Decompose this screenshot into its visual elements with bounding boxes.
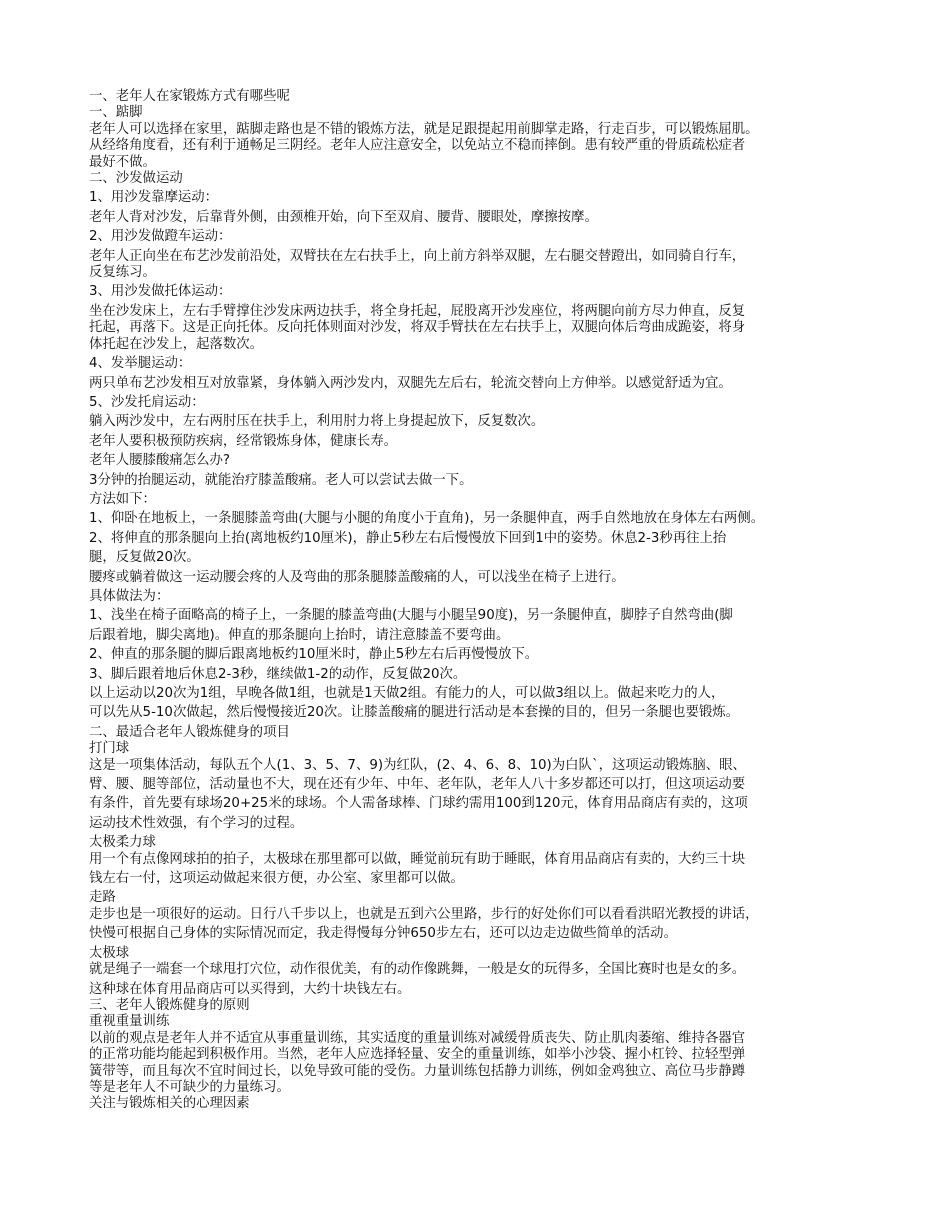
paragraph-line: 就是绳子一端套一个球甩打穴位，动作很优美，有的动作像跳舞，一般是女的玩得多，全国比赛时也是女的多。: [89, 962, 746, 978]
paragraph-line: 1、仰卧在地板上，一条腿膝盖弯曲(大腿与小腿的角度小于直角)，另一条腿伸直，两手自然地放在身体左右两侧。: [89, 511, 765, 527]
subheading: 3、用沙发做托体运动：: [89, 284, 232, 300]
paragraph-line: 2、将伸直的那条腿向上抬(离地板约10厘米)，静止5秒左右后慢慢放下回到1中的姿势。休息2-3秒再往上抬: [89, 530, 727, 546]
paragraph-line: 躺入两沙发中，左右两肘压在扶手上，利用肘力将上身提起放下，反复数次。: [89, 414, 545, 430]
section-heading: 一、老年人在家锻炼方式有哪些呢: [89, 89, 290, 104]
subheading: 老年人腰膝酸痛怎么办?: [89, 453, 231, 469]
paragraph-line: 快慢可根据自己身体的实际情况而定，我走得慢每分钟650步左右，还可以边走边做些简单的活动。: [89, 926, 677, 942]
paragraph-line: 这是一项集体活动，每队五个人(1、3、5、7、9)为红队，(2、4、6、8、10)为白队`，这项运动锻炼脑、眼、: [89, 757, 746, 773]
paragraph-line: 两只单布艺沙发相互对放靠紧，身体躺入两沙发内，双腿先左后右，轮流交替向上方伸举。以感觉舒适为宜。: [89, 375, 732, 391]
section-heading: 二、最适合老年人锻炼健身的项目: [89, 724, 290, 740]
document-body: [89, 89, 881, 1113]
subheading: 太极球: [89, 945, 130, 961]
paragraph-line: 臂、腰、腿等部位，活动量也不大，现在还有少年、中年、老年队，老年人八十多岁都还可以打，但这项运动要: [89, 777, 746, 793]
paragraph-line: 2、伸直的那条腿的脚后跟离地板约10厘米时，静止5秒左右后再慢慢放下。: [89, 647, 539, 663]
paragraph-line: 以前的观点是老年人并不适宜从事重量训练，其实适度的重量训练对减缓骨质丧失、防止肌肉萎缩、维持各器官: [89, 1030, 746, 1046]
paragraph-line: 腿，反复做20次。: [89, 550, 200, 566]
paragraph-line: 可以先从5-10次做起，然后慢慢接近20次。让膝盖酸痛的腿进行活动是本套操的目的，但另一条腿也要锻炼。: [89, 705, 740, 721]
subheading: 走路: [89, 890, 116, 906]
paragraph-line: 腰疼或躺着做这一运动腰会疼的人及弯曲的那条腿膝盖酸痛的人，可以浅坐在椅子上进行。: [89, 569, 625, 585]
paragraph-line: 3、脚后跟着地后休息2-3秒，继续做1-2的动作，反复做20次。: [89, 666, 467, 682]
paragraph-line: 托起，再落下。这是正向托体。反向托体则面对沙发，将双手臂扶在左右扶手上，双腿向体后弯曲成跪姿，将身: [89, 320, 746, 336]
paragraph-line: 后跟着地，脚尖离地)。伸直的那条腿向上抬时，请注意膝盖不要弯曲。: [89, 627, 510, 643]
paragraph-line: 从经络角度看，还有利于通畅足三阴经。老年人应注意安全，以免站立不稳而摔倒。患有较严重的骨质疏松症者: [89, 138, 746, 154]
paragraph-line: 钱左右一付，这项运动做起来很方便，办公室、家里都可以做。: [89, 871, 464, 887]
paragraph-line: 有条件，首先要有球场20+25米的球场。个人需备球棒、门球约需用100到120元，体育用品商店有卖的，这项: [89, 796, 748, 812]
subheading: 重视重量训练: [89, 1014, 170, 1030]
paragraph-line: 坐在沙发床上，左右手臂撑住沙发床两边扶手，将全身托起，屁股离开沙发座位，将两腿向前方尽力伸直，反复: [89, 303, 746, 319]
paragraph-line: 簧带等，而且每次不宜时间过长，以免导致可能的受伤。力量训练包括静力训练，例如金鸡独立、高位马步静蹲: [89, 1063, 746, 1079]
paragraph-line: 最好不做。: [89, 154, 156, 170]
paragraph-line: 以上运动以20次为1组，早晚各做1组，也就是1天做2组。有能力的人，可以做3组以上。做起来吃力的人，: [89, 686, 725, 701]
section-heading: 三、老年人锻炼健身的原则: [89, 997, 250, 1013]
paragraph-line: 走步也是一项很好的运动。日行八千步以上，也就是五到六公里路，步行的好处你们可以看看洪昭光教授的讲话，: [89, 906, 759, 922]
subheading: 关注与锻炼相关的心理因素: [89, 1096, 250, 1112]
paragraph-line: 的正常功能均能起到积极作用。当然，老年人应选择轻量、安全的重量训练，如举小沙袋、握小杠铃、拉轻型弹: [89, 1047, 746, 1063]
subheading: 4、发举腿运动：: [89, 356, 192, 372]
subheading: 打门球: [89, 741, 130, 757]
subheading: 一、踮脚: [89, 105, 143, 121]
paragraph-line: 3分钟的抬腿运动，就能治疗膝盖酸痛。老人可以尝试去做一下。: [89, 472, 473, 488]
paragraph-line: 老年人正向坐在布艺沙发前沿处，双臂扶在左右扶手上，向上前方斜举双腿，左右腿交替蹬出，如同骑自行车，: [89, 248, 746, 264]
subheading: 5、沙发托肩运动：: [89, 394, 205, 410]
paragraph-line: 老年人背对沙发，后靠背外侧，由颈椎开始，向下至双肩、腰背、腰眼处，摩擦按摩。: [89, 209, 598, 225]
subheading: 具体做法为：: [89, 588, 170, 604]
paragraph-line: 反复练习。: [89, 265, 156, 281]
subheading: 2、用沙发做蹬车运动：: [89, 229, 232, 245]
paragraph-line: 老年人可以选择在家里，踮脚走路也是不错的锻炼方法，就是足跟提起用前脚掌走路，行走百步，可以锻炼屈肌。: [89, 121, 759, 137]
paragraph-line: 1、浅坐在椅子面略高的椅子上，一条腿的膝盖弯曲(大腿与小腿呈90度)，另一条腿伸直，脚脖子自然弯曲(脚: [89, 608, 733, 624]
subheading: 二、沙发做运动: [89, 171, 183, 187]
paragraph-line: 这种球在体育用品商店可以买得到，大约十块钱左右。: [89, 981, 411, 997]
subheading: 1、用沙发靠摩运动：: [89, 190, 219, 206]
subheading: 方法如下：: [89, 491, 156, 507]
paragraph-line: 用一个有点像网球拍的拍子，太极球在那里都可以做，睡觉前玩有助于睡眠，体育用品商店有卖的，大约三十块: [89, 851, 746, 867]
subheading: 太极柔力球: [89, 835, 156, 851]
paragraph-line: 老年人要积极预防疾病，经常锻炼身体，健康长寿。: [89, 433, 397, 449]
paragraph-line: 体托起在沙发上，起落数次。: [89, 336, 264, 352]
paragraph-line: 等是老年人不可缺少的力量练习。: [89, 1079, 290, 1095]
paragraph-line: 运动技术性效强，有个学习的过程。: [89, 815, 304, 831]
